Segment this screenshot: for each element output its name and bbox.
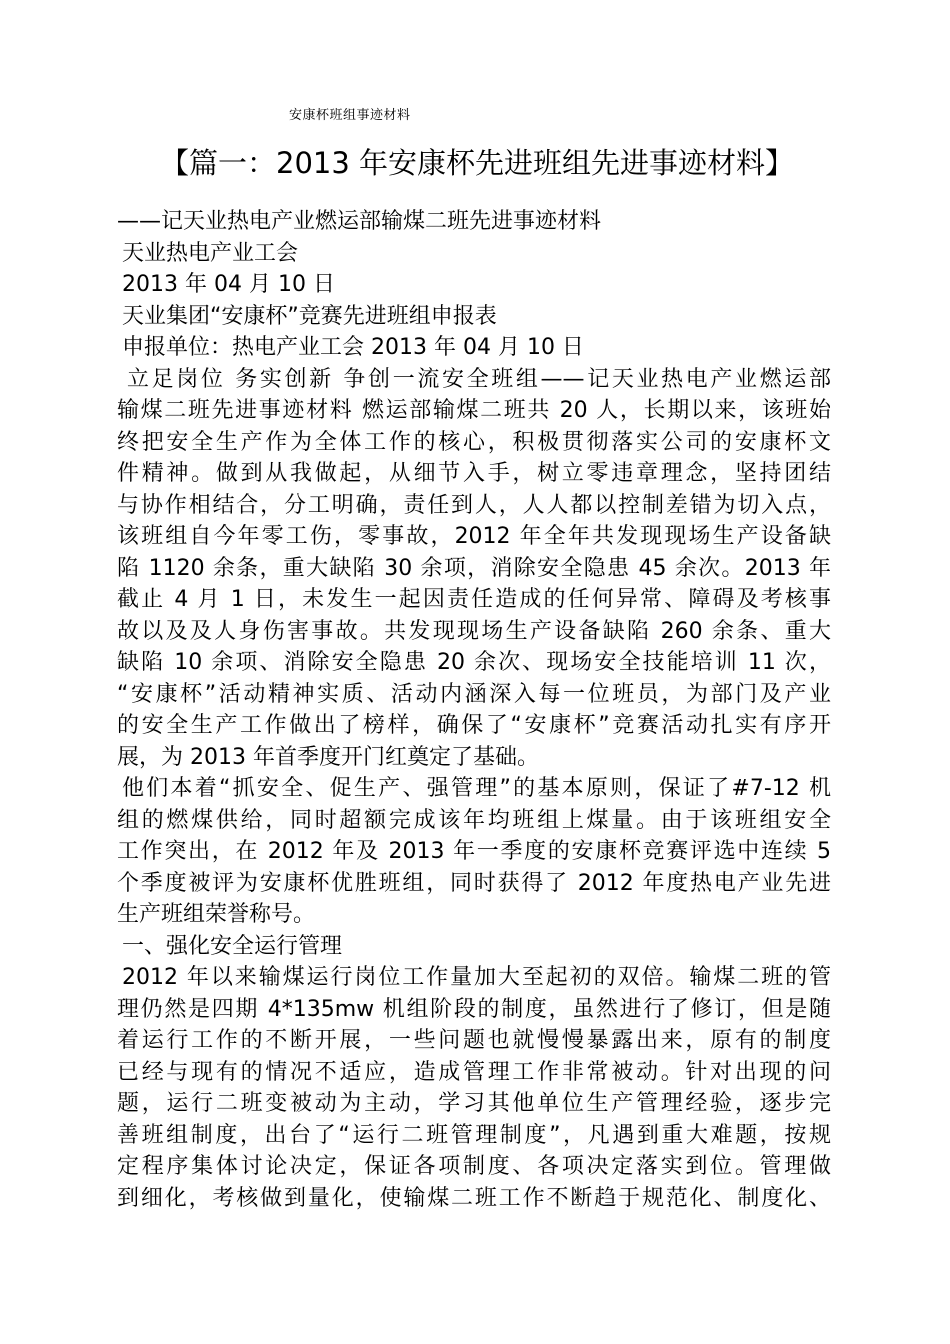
paragraph-line: 截止 4 月 1 日，未发生一起因责任造成的任何异常、障碍及考核事 — [117, 587, 831, 612]
paragraph-line: 题，运行二班变被动为主动，学习其他单位生产管理经验，逐步完 — [117, 1091, 831, 1116]
paragraph-line: 个季度被评为安康杯优胜班组，同时获得了 2012 年度热电产业先进 — [117, 870, 831, 896]
paragraph-line: 理仍然是四期 4*135mw 机组阶段的制度，虽然进行了修订，但是随 — [117, 996, 831, 1022]
issuer-line: 天业热电产业工会 — [122, 240, 299, 266]
applicant-line: 申报单位：热电产业工会 2013 年 04 月 10 日 — [122, 335, 584, 360]
paragraph-line: “安康杯”活动精神实质、活动内涵深入每一位班员，为部门及产业 — [117, 681, 831, 707]
subtitle-line: ——记天业热电产业燃运部输煤二班先进事迹材料 — [117, 209, 602, 234]
paragraph-line: 故以及及人身伤害事故。共发现现场生产设备缺陷 260 余条、重大 — [117, 618, 831, 644]
date-line: 2013 年 04 月 10 日 — [122, 272, 335, 297]
paragraph-line: 生产班组荣誉称号。 — [117, 902, 316, 927]
paragraph-line: 他们本着“抓安全、促生产、强管理”的基本原则，保证了#7-12 机 — [122, 776, 831, 801]
paragraph-line: 件精神。做到从我做起，从细节入手，树立零违章理念，坚持团结 — [117, 461, 831, 486]
paragraph-line: 已经与现有的情况不适应，造成管理工作非常被动。针对出现的问 — [117, 1059, 831, 1085]
paragraph-line: 定程序集体讨论决定，保证各项制度、各项决定落实到位。管理做 — [117, 1154, 831, 1179]
section-heading: 一、强化安全运行管理 — [122, 933, 343, 959]
paragraph-line: 与协作相结合，分工明确，责任到人，人人都以控制差错为切入点， — [117, 492, 831, 518]
paragraph-line: 陷 1120 余条，重大缺陷 30 余项，消除安全隐患 45 余次。2013 年 — [117, 555, 831, 581]
paragraph-line: 的安全生产工作做出了榜样，确保了“安康杯”竞赛活动扎实有序开 — [117, 713, 831, 738]
document-body — [117, 206, 831, 1214]
paragraph-line: 组的燃煤供给，同时超额完成该年均班组上煤量。由于该班组安全 — [117, 807, 831, 833]
running-header: 安康杯班组事迹材料 — [289, 108, 411, 123]
paragraph-line: 该班组自今年零工伤，零事故，2012 年全年共发现现场生产设备缺 — [117, 524, 831, 549]
paragraph-line: 缺陷 10 余项、消除安全隐患 20 余次、现场安全技能培训 11 次， — [117, 650, 831, 675]
paragraph-line: 到细化，考核做到量化，使输煤二班工作不断趋于规范化、制度化、 — [117, 1185, 831, 1211]
paragraph-line: 工作突出，在 2012 年及 2013 年一季度的安康杯竞赛评选中连续 5 — [117, 839, 831, 864]
paragraph-line: 立足岗位 务实创新 争创一流安全班组——记天业热电产业燃运部 — [127, 366, 831, 392]
paragraph-line: 终把安全生产作为全体工作的核心，积极贯彻落实公司的安康杯文 — [117, 429, 831, 455]
paragraph-line: 输煤二班先进事迹材料 燃运部输煤二班共 20 人，长期以来，该班始 — [117, 398, 831, 423]
paragraph-line: 善班组制度，出台了“运行二班管理制度”，凡遇到重大难题，按规 — [117, 1122, 831, 1148]
paragraph-line: 展，为 2013 年首季度开门红奠定了基础。 — [117, 744, 539, 770]
form-title-line: 天业集团“安康杯”竞赛先进班组申报表 — [122, 303, 497, 329]
paragraph-line: 着运行工作的不断开展，一些问题也就慢慢暴露出来，原有的制度 — [117, 1028, 831, 1053]
paragraph-line: 2012 年以来输煤运行岗位工作量加大至起初的双倍。输煤二班的管 — [122, 965, 831, 990]
document-title: 【篇一：2013 年安康杯先进班组先进事迹材料】 — [160, 146, 795, 180]
